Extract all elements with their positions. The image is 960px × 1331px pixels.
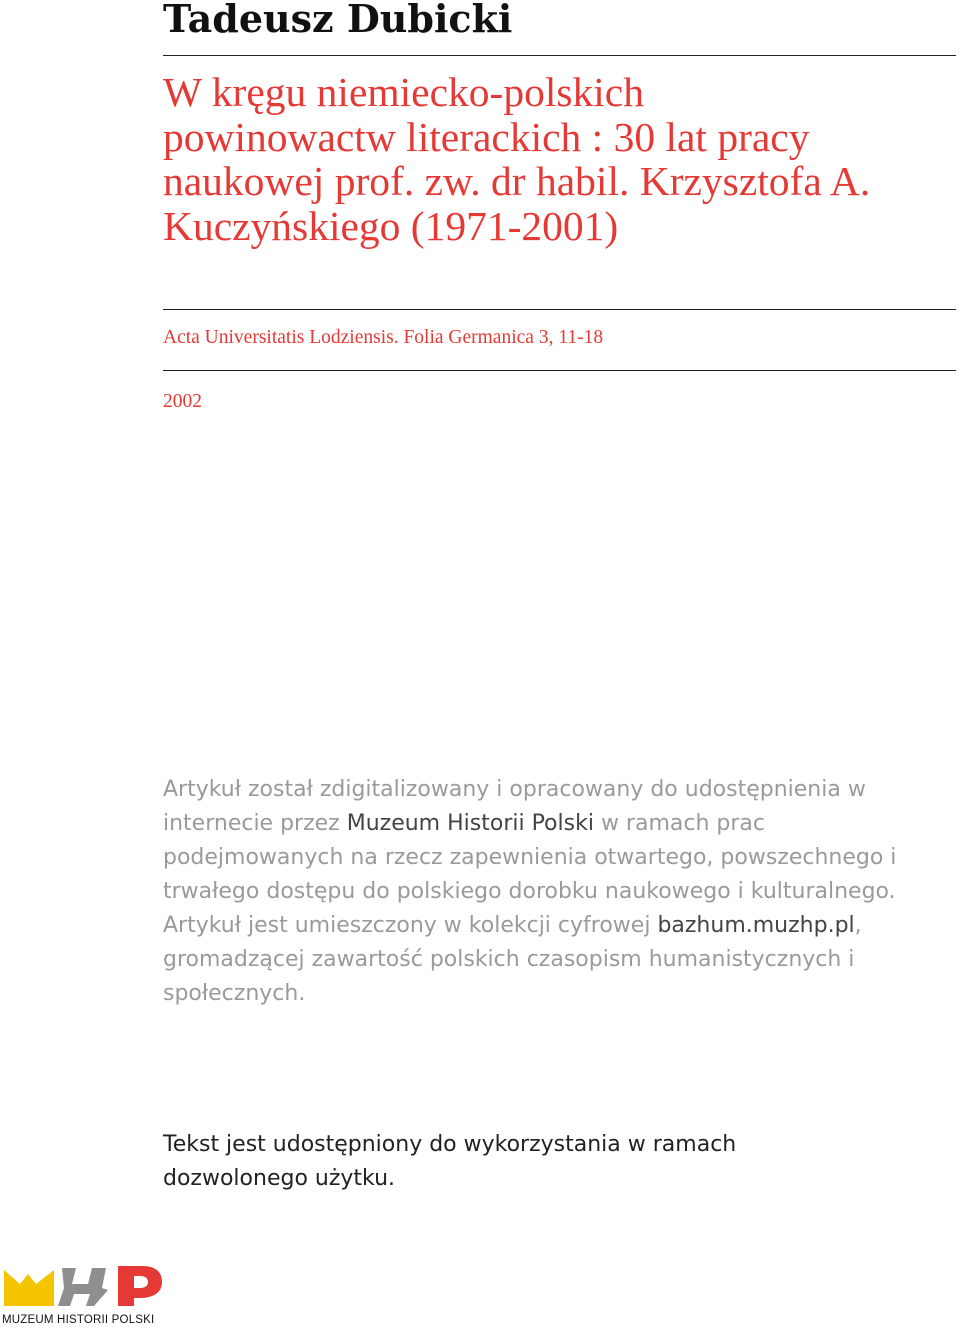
notice-text: Artykuł został zdigitalizowany i opracowany do udostępnienia w internecie przez	[163, 777, 866, 836]
article-title: W kręgu niemiecko-polskich powinowactw literackich : 30 lat pracy naukowej prof. zw. dr habil. Krzysztofa A. Kuczyńskiego (1971-2001)	[163, 69, 871, 249]
divider	[163, 309, 956, 310]
digitization-notice	[163, 773, 923, 1011]
source-citation: Acta Universitatis Lodziensis. Folia Germanica 3, 11-18	[163, 327, 604, 348]
logo-h-shape	[58, 1268, 108, 1306]
author-name: Tadeusz Dubicki	[163, 0, 513, 41]
logo-m-shape	[4, 1270, 54, 1306]
museum-name: Muzeum Historii Polski	[346, 811, 594, 836]
license-notice: Tekst jest udostępniony do wykorzystania w ramach dozwolonego użytku.	[163, 1132, 737, 1191]
notice-text: w ramach prac podejmowanych na rzecz zapewnienia otwartego, powszechnego i trwałego dostępu do polskiego dorobku naukowego i kulturalnego. Artykuł jest umieszczony w kolekcji cyfrowej	[163, 811, 897, 938]
notice-text: , gromadzącej zawartość polskich czasopism humanistycznych i społecznych.	[163, 913, 862, 1006]
divider	[163, 370, 956, 371]
logo-text: MUZEUM HISTORII POLSKI	[2, 1314, 155, 1326]
logo-p-shape	[118, 1266, 162, 1306]
museum-logo-icon	[2, 1262, 167, 1314]
collection-link[interactable]: bazhum.muzhp.pl	[657, 913, 855, 938]
divider	[163, 55, 956, 56]
museum-logo	[0, 1262, 170, 1331]
publication-year: 2002	[163, 391, 202, 412]
